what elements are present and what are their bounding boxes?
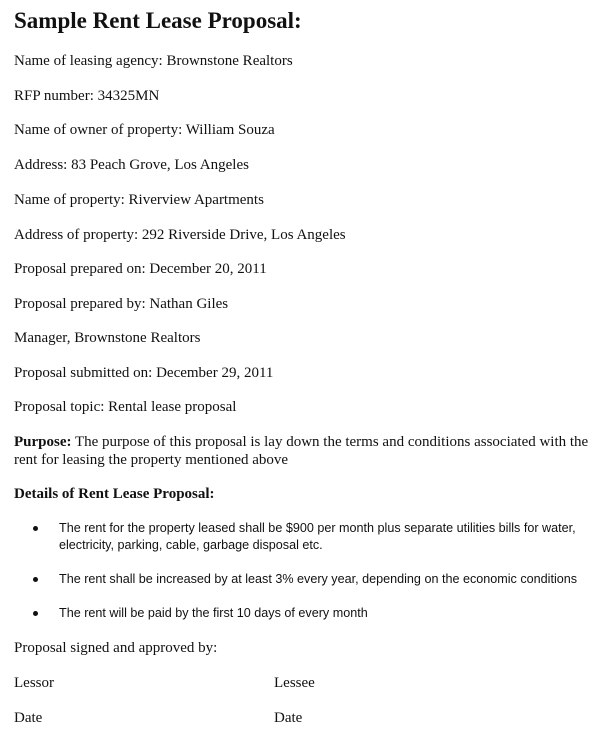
- field-prepared-on: Proposal prepared on: December 20, 2011: [14, 261, 267, 277]
- lessor-date-label: Date: [14, 710, 43, 726]
- list-item-text: The rent will be paid by the first 10 days of every month: [59, 606, 368, 620]
- bullet-icon: [33, 611, 38, 616]
- purpose-label: Purpose:: [14, 434, 72, 450]
- field-submitted-on: Proposal submitted on: December 29, 2011: [14, 365, 274, 381]
- field-property-address: Address of property: 292 Riverside Drive, Los Angeles: [14, 227, 346, 243]
- purpose-paragraph: [14, 433, 592, 469]
- signed-approved-line: Proposal signed and approved by:: [14, 640, 218, 656]
- lessee-label: Lessee: [274, 675, 315, 691]
- field-owner-address: Address: 83 Peach Grove, Los Angeles: [14, 157, 249, 173]
- field-property-name: Name of property: Riverview Apartments: [14, 192, 264, 208]
- document-title: Sample Rent Lease Proposal:: [14, 8, 302, 33]
- bullet-icon: [33, 577, 38, 582]
- list-item-text: The rent shall be increased by at least 3% every year, depending on the economic conditions: [59, 572, 578, 586]
- field-proposal-topic: Proposal topic: Rental lease proposal: [14, 399, 237, 415]
- details-heading: Details of Rent Lease Proposal:: [14, 486, 215, 502]
- field-leasing-agency: Name of leasing agency: Brownstone Realtors: [14, 53, 293, 69]
- field-owner-name: Name of owner of property: William Souza: [14, 122, 275, 138]
- field-prepared-by: Proposal prepared by: Nathan Giles: [14, 296, 229, 312]
- list-item-text: The rent for the property leased shall be $900 per month plus separate utilities bills for water, electricity, parking, cable, garbage disposal etc.: [59, 521, 576, 552]
- field-manager: Manager, Brownstone Realtors: [14, 330, 201, 346]
- lessor-label: Lessor: [14, 675, 54, 691]
- lessee-date-label: Date: [274, 710, 303, 726]
- bullet-icon: [33, 526, 38, 531]
- purpose-text: The purpose of this proposal is lay down the terms and conditions associated with the rent for leasing the property mentioned above: [14, 434, 589, 468]
- field-rfp-number: RFP number: 34325MN: [14, 88, 160, 104]
